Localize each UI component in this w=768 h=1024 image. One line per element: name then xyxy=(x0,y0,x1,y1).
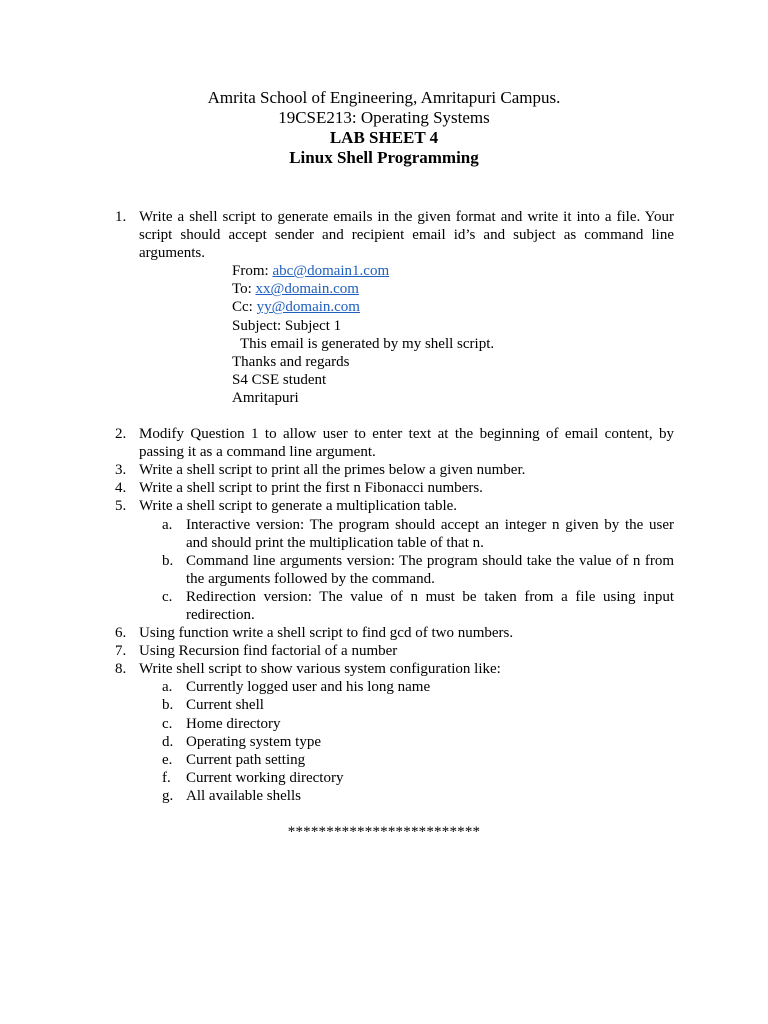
question-8-sublist xyxy=(0,678,768,805)
question-item-1 xyxy=(0,208,674,262)
question-number: 3. xyxy=(115,462,127,479)
question-item-8 xyxy=(0,660,674,678)
sublist-letter: c. xyxy=(162,588,173,605)
question-item-7 xyxy=(0,642,674,660)
course-line: 19CSE213: Operating Systems xyxy=(278,108,490,127)
sublist-item xyxy=(0,715,674,733)
question-number: 4. xyxy=(115,480,127,497)
sublist-item xyxy=(0,769,674,787)
sublist-item xyxy=(0,733,674,751)
question-number: 7. xyxy=(115,643,127,660)
end-separator-stars: ************************* xyxy=(287,824,481,840)
question-item-5 xyxy=(0,497,674,515)
sublist-text: Interactive version: The program should accept an integer n given by the user and should print the multiplication table of that n. xyxy=(186,516,674,551)
sublist-letter: g. xyxy=(162,787,174,804)
sublist-item xyxy=(0,696,674,714)
sublist-text: Operating system type xyxy=(186,733,321,750)
question-text: Write a shell script to generate emails in the given format and write it into a file. Your script should accept sender and recipient email id’s and subject as command line arguments. xyxy=(139,209,674,262)
email-signature-row: S4 CSE student xyxy=(232,371,327,388)
question-text: Write a shell script to print all the primes below a given number. xyxy=(139,462,526,479)
institution-line: Amrita School of Engineering, Amritapuri Campus. xyxy=(207,88,561,107)
question-number: 5. xyxy=(115,498,127,515)
sublist-item xyxy=(0,787,674,805)
sublist-text: Current working directory xyxy=(186,769,344,786)
sublist-letter: f. xyxy=(162,769,171,786)
email-format-example xyxy=(0,262,768,407)
email-cc-link[interactable]: yy@domain.com xyxy=(256,299,360,316)
question-number: 8. xyxy=(115,661,127,678)
lab-sheet-title: LAB SHEET 4 xyxy=(329,128,439,147)
question-item-6 xyxy=(0,624,674,642)
sublist-text: Currently logged user and his long name xyxy=(186,679,431,696)
email-signature-location-row: Amritapuri xyxy=(232,389,299,406)
sublist-text: Home directory xyxy=(186,715,281,732)
question-item-4 xyxy=(0,479,674,497)
sublist-letter: d. xyxy=(162,733,174,750)
sublist-letter: a. xyxy=(162,679,173,696)
sublist-letter: b. xyxy=(162,697,174,714)
sublist-letter: a. xyxy=(162,516,173,533)
email-cc-row xyxy=(232,298,768,316)
question-number: 1. xyxy=(115,209,127,225)
document-header xyxy=(0,88,768,168)
email-from-row xyxy=(232,262,768,280)
email-to-row xyxy=(232,280,768,298)
question-item-2 xyxy=(0,425,674,461)
email-cc-label: Cc: xyxy=(232,299,257,316)
email-subject-row: Subject: Subject 1 xyxy=(232,317,342,334)
email-body-row: This email is generated by my shell script. xyxy=(240,335,495,352)
email-to-link[interactable]: xx@domain.com xyxy=(255,281,359,298)
question-5-sublist xyxy=(0,516,768,625)
sublist-item xyxy=(0,751,674,769)
sublist-item xyxy=(0,516,674,552)
question-number: 2. xyxy=(115,426,127,443)
sublist-letter: e. xyxy=(162,751,173,768)
email-to-label: To: xyxy=(232,281,256,298)
email-from-label: From: xyxy=(232,263,273,280)
sublist-text: Current shell xyxy=(186,697,264,714)
sublist-letter: b. xyxy=(162,552,174,569)
sublist-text: Command line arguments version: The program should take the value of n from the arguments followed by the command. xyxy=(186,552,674,587)
sublist-letter: c. xyxy=(162,715,173,732)
sublist-item xyxy=(0,588,674,624)
email-from-link[interactable]: abc@domain1.com xyxy=(272,263,390,280)
email-thanks-row: Thanks and regards xyxy=(232,353,350,370)
question-text: Using function write a shell script to find gcd of two numbers. xyxy=(139,625,514,642)
question-list xyxy=(0,208,768,805)
question-text: Write a shell script to print the first n Fibonacci numbers. xyxy=(139,480,483,497)
question-text: Using Recursion find factorial of a number xyxy=(139,643,398,660)
question-text: Write shell script to show various system configuration like: xyxy=(139,661,501,678)
question-text: Write a shell script to generate a multiplication table. xyxy=(139,498,458,515)
question-item-3 xyxy=(0,461,674,479)
sublist-text: All available shells xyxy=(186,787,301,804)
sublist-item xyxy=(0,678,674,696)
sublist-item xyxy=(0,552,674,588)
question-number: 6. xyxy=(115,625,127,642)
sublist-text: Redirection version: The value of n must be taken from a file using input redirection. xyxy=(186,588,674,623)
question-text: Modify Question 1 to allow user to enter text at the beginning of email content, by passing it as a command line argument. xyxy=(139,426,674,461)
sublist-text: Current path setting xyxy=(186,751,306,768)
lab-sheet-subtitle: Linux Shell Programming xyxy=(289,148,479,167)
